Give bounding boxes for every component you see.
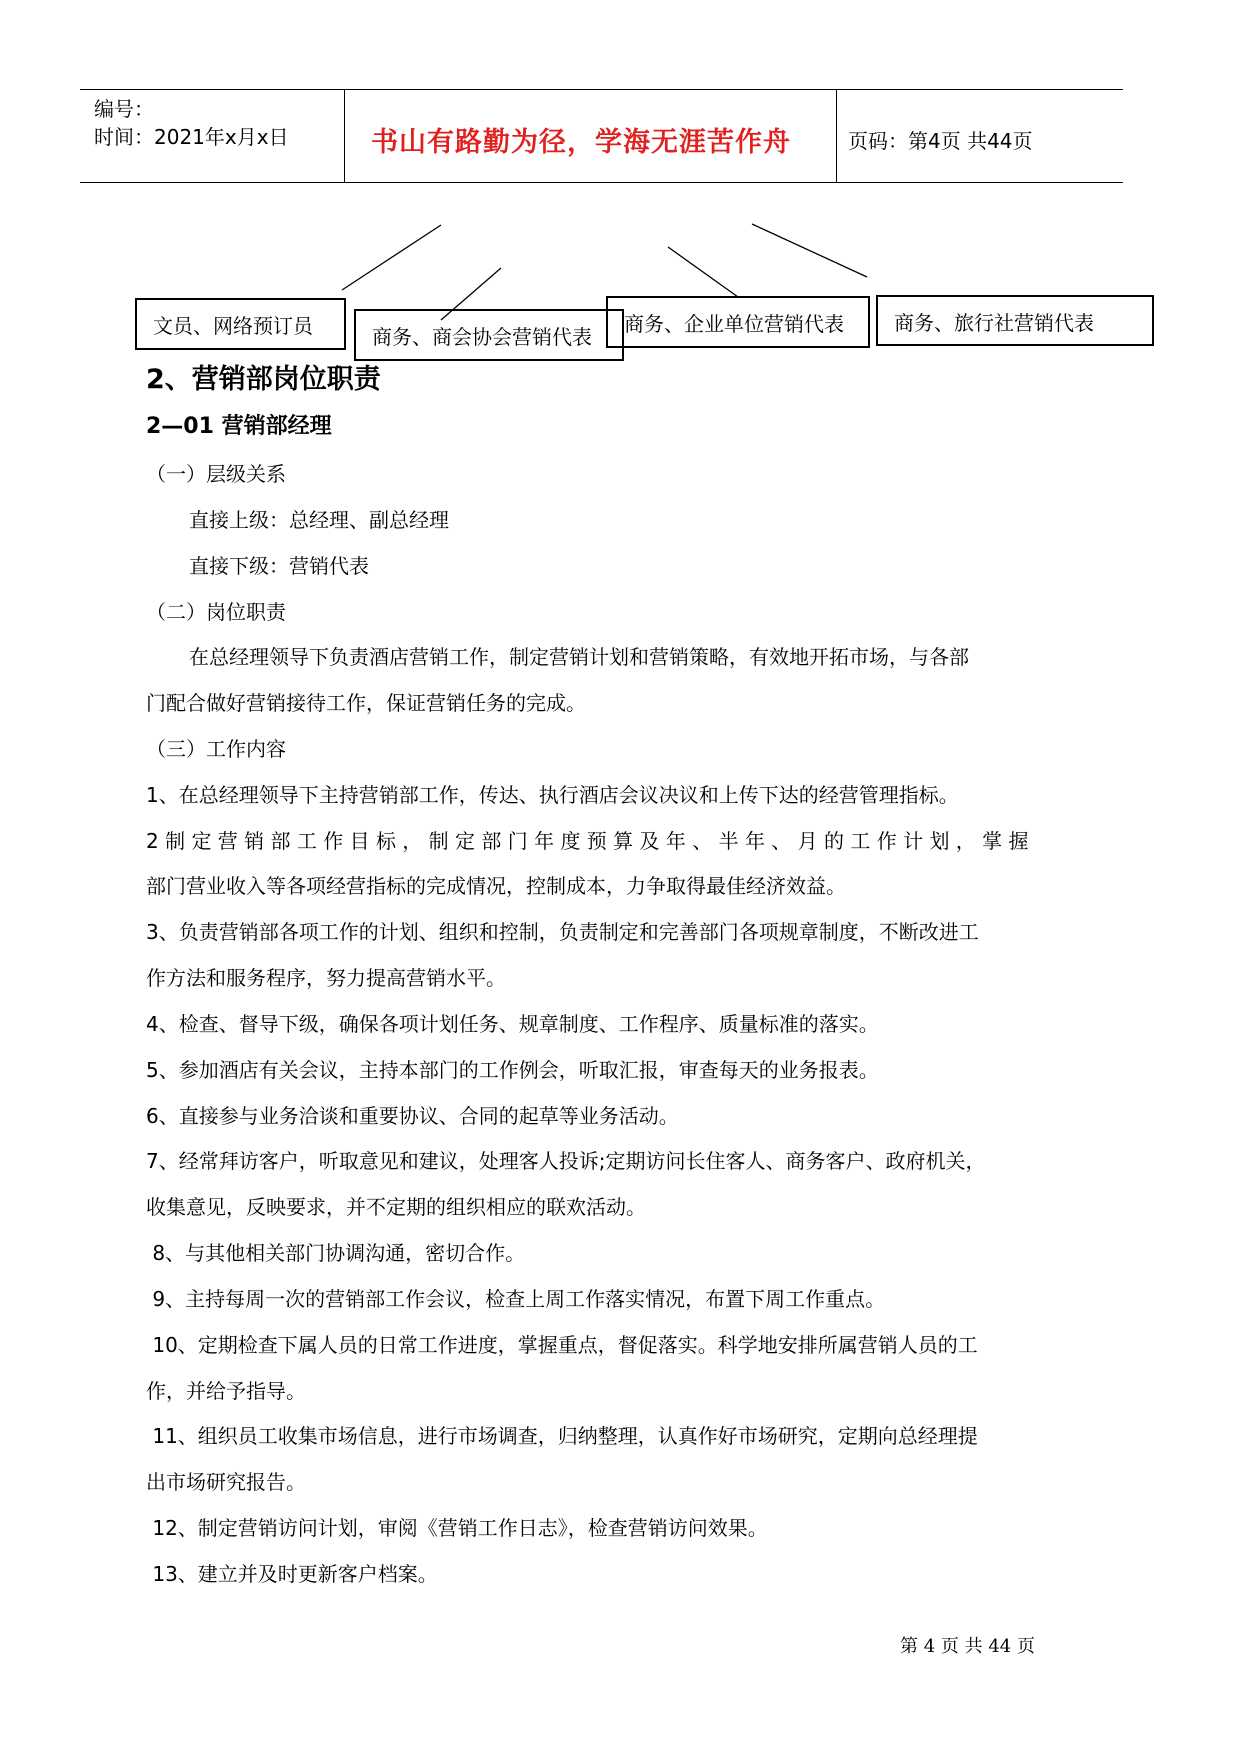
work-line: 作，并给予指导。 <box>146 1379 306 1403</box>
work-line: 作方法和服务程序，努力提高营销水平。 <box>146 966 506 990</box>
org-box-clerk: 文员、网络预订员 <box>135 298 346 350</box>
page-footer: 第 4 页 共 44 页 <box>900 1636 1035 1657</box>
header-motto: 书山有路勤为径，学海无涯苦作舟 <box>371 127 791 158</box>
part2-heading: （二）岗位职责 <box>146 600 286 624</box>
org-box-travel-agency-rep: 商务、旅行社营销代表 <box>876 295 1154 346</box>
work-line: 8、与其他相关部门协调沟通，密切合作。 <box>146 1241 526 1265</box>
direct-subordinate: 直接下级：营销代表 <box>189 554 369 578</box>
work-line: 部门营业收入等各项经营指标的完成情况，控制成本，力争取得最佳经济效益。 <box>146 874 846 898</box>
connector-line <box>752 224 867 277</box>
section-subtitle: 2—01 营销部经理 <box>146 414 332 439</box>
work-line: 5、参加酒店有关会议，主持本部门的工作例会，听取汇报，审查每天的业务报表。 <box>146 1058 879 1082</box>
duty-line-2: 门配合做好营销接待工作，保证营销任务的完成。 <box>146 691 586 715</box>
direct-superior: 直接上级：总经理、副总经理 <box>189 508 449 532</box>
page-indicator: 页码：第4页 共44页 <box>848 129 1033 153</box>
document-number-label: 编号： <box>94 97 154 121</box>
section-title: 2、营销部岗位职责 <box>146 364 381 395</box>
part3-heading: （三）工作内容 <box>146 737 286 761</box>
work-line: 收集意见，反映要求，并不定期的组织相应的联欢活动。 <box>146 1195 646 1219</box>
work-line: 1、在总经理领导下主持营销部工作，传达、执行酒店会议决议和上传下达的经营管理指标。 <box>146 783 959 807</box>
part1-heading: （一）层级关系 <box>146 462 286 486</box>
connector-line <box>342 225 441 290</box>
document-date: 时间：2021年x月x日 <box>94 125 289 149</box>
work-line: 13、建立并及时更新客户档案。 <box>146 1562 438 1586</box>
work-line: 2 制 定 营 销 部 工 作 目 标 ， 制 定 部 门 年 度 预 算 及 年 、 半 年 、 月 的 工 作 计 划 ， 掌 握 <box>146 829 1029 853</box>
org-box-association-rep: 商务、商会协会营销代表 <box>354 309 624 361</box>
work-line: 10、定期检查下属人员的日常工作进度，掌握重点，督促落实。科学地安排所属营销人员的工 <box>146 1333 978 1357</box>
work-line: 4、检查、督导下级，确保各项计划任务、规章制度、工作程序、质量标准的落实。 <box>146 1012 879 1036</box>
work-line: 3、负责营销部各项工作的计划、组织和控制，负责制定和完善部门各项规章制度，不断改进工 <box>146 920 979 944</box>
work-line: 6、直接参与业务洽谈和重要协议、合同的起草等业务活动。 <box>146 1104 679 1128</box>
connector-line <box>668 247 738 297</box>
duty-line-1: 在总经理领导下负责酒店营销工作，制定营销计划和营销策略，有效地开拓市场，与各部 <box>189 645 969 669</box>
work-line: 9、主持每周一次的营销部工作会议，检查上周工作落实情况，布置下周工作重点。 <box>146 1287 886 1311</box>
work-line: 11、组织员工收集市场信息，进行市场调查，归纳整理，认真作好市场研究，定期向总经理提 <box>146 1424 978 1448</box>
work-line: 出市场研究报告。 <box>146 1470 306 1494</box>
work-line: 12、制定营销访问计划，审阅《营销工作日志》，检查营销访问效果。 <box>146 1516 768 1540</box>
org-chart-connectors <box>0 0 1241 330</box>
work-line: 7、经常拜访客户，听取意见和建议，处理客人投诉;定期访问长住客人、商务客户、政府机关， <box>146 1149 986 1173</box>
org-box-enterprise-rep: 商务、企业单位营销代表 <box>606 296 870 348</box>
